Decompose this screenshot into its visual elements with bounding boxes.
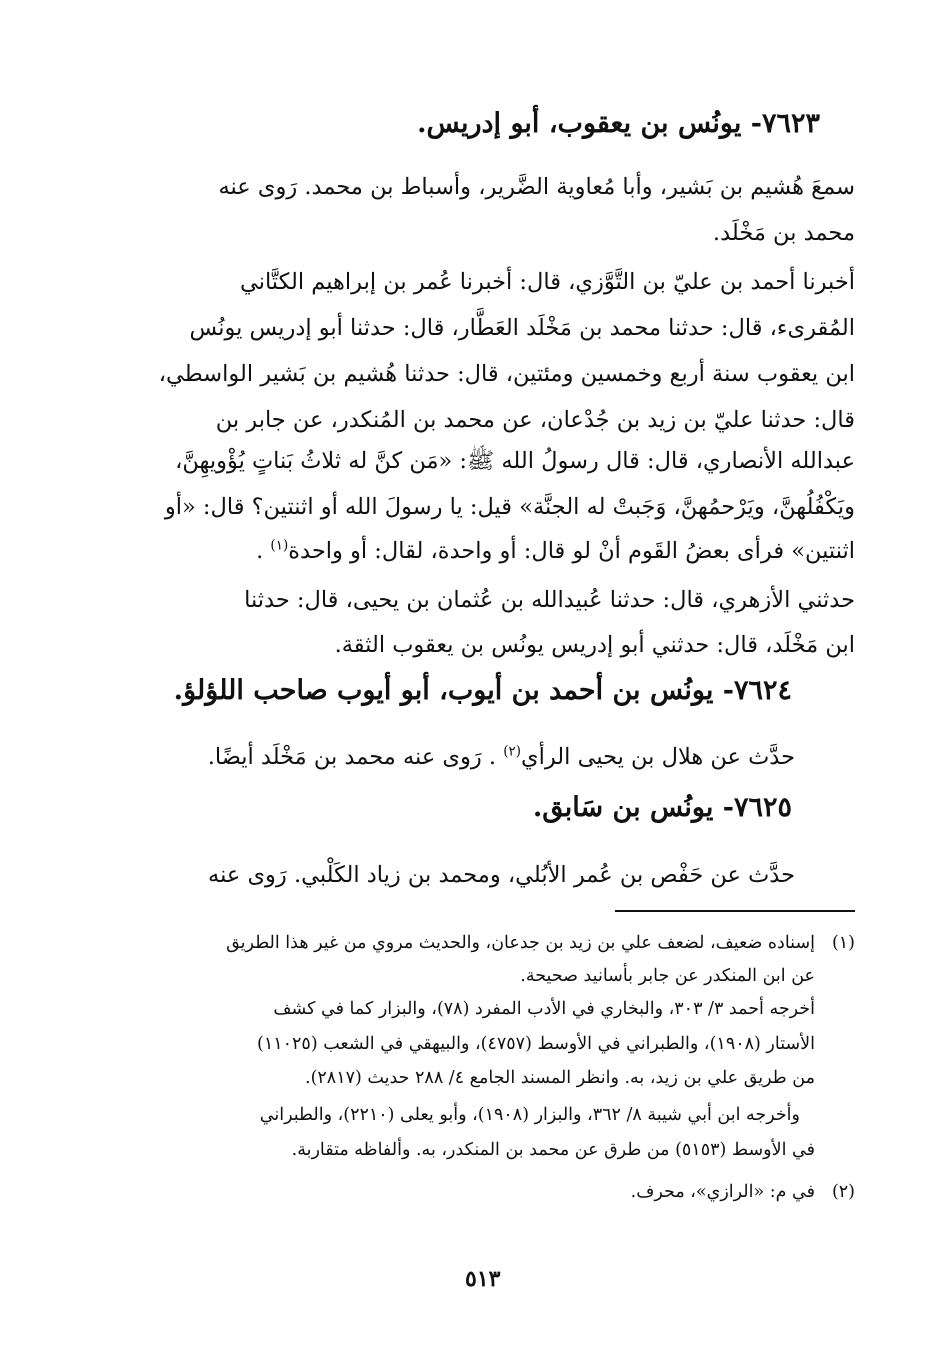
page-number: ٥١٣ <box>465 1266 501 1292</box>
entry-7624-para <box>208 744 795 771</box>
footnote-ref-2: (٢) <box>503 743 522 760</box>
entry-7623-heading: ٧٦٢٣- يونُس بن يعقوب، أبو إدريس. <box>417 108 820 139</box>
footnote-ref-1: (١) <box>270 537 289 554</box>
entry-7625-heading: ٧٦٢٥- يونُس بن سَابق. <box>532 792 792 823</box>
footnote-1-line1: إسناده ضعيف، لضعف علي بن زيد بن جدعان، والحديث مروي من غير هذا الطريق <box>226 933 815 953</box>
entry-7623-para1-line2: محمد بن مَخْلَد. <box>712 220 855 246</box>
entry-7624-para-end: . رَوى عنه محمد بن مَخْلَد أيضًا. <box>207 744 504 770</box>
footnote-2-line: في م: «الرازي»، محرف. <box>630 1182 815 1202</box>
footnote-1-line5: من طريق علي بن زيد، به. وانظر المسند الجامع ٤/ ٢٨٨ حديث (٢٨١٧). <box>305 1068 815 1088</box>
footnote-1-line6: وأخرجه ابن أبي شيبة ٨/ ٣٦٢، والبزار (١٩٠٨)، وأبو يعلى (٢٢١٠)، والطبراني <box>259 1105 800 1125</box>
footnote-1-number: (١) <box>831 933 855 953</box>
footnote-1-line4: الأستار (١٩٠٨)، والطبراني في الأوسط (٤٧٥٧)، والبيهقي في الشعب (١١٠٢٥) <box>256 1034 815 1054</box>
entry-7623-para2-line1: أخبرنا أحمد بن عليّ بن التَّوَّزي، قال: أخبرنا عُمر بن إبراهيم الكتَّاني <box>239 269 855 295</box>
footnote-1-line7: في الأوسط (٥١٥٣) من طرق عن محمد بن المنكدر، به. وألفاظه متقاربة. <box>291 1140 815 1160</box>
entry-7623-para2-line2: المُقرىء، قال: حدثنا محمد بن مَخْلَد العَطَّار، قال: حدثنا أبو إدريس يونُس <box>189 315 855 341</box>
entry-7623-para2-line4: قال: حدثنا عليّ بن زيد بن جُدْعان، عن محمد بن المُنكدر، عن جابر بن <box>215 407 855 433</box>
entry-7623-para2-line6: ويَكْفُلُهنَّ، ويَرْحمُهنَّ، وَجَبتْ له الجنَّة» قيل: يا رسولَ الله أو اثنتين؟ قال: «أو <box>164 494 855 520</box>
entry-7624-heading: ٧٦٢٤- يونُس بن أحمد بن أيوب، أبو أيوب صاحب اللؤلؤ. <box>173 675 792 706</box>
footnote-separator <box>615 910 855 912</box>
entry-7623-para3-line1: حدثني الأزهري، قال: حدثنا عُبيدالله بن عُثمان بن يحيى، قال: حدثنا <box>244 587 855 613</box>
entry-7623-para2-line3: ابن يعقوب سنة أربع وخمسين ومئتين، قال: حدثنا هُشيم بن بَشير الواسطي، <box>158 361 855 387</box>
para2-end: . <box>256 538 271 564</box>
entry-7623-para2-line7 <box>256 538 855 565</box>
entry-7623-para1-line1: سمعَ هُشيم بن بَشير، وأبا مُعاوية الضَّرير، وأسباط بن محمد. رَوى عنه <box>218 174 855 200</box>
footnote-2-number: (٢) <box>831 1182 855 1202</box>
entry-7623-para2-line5: عبدالله الأنصاري، قال: قال رسولُ الله ﷺ: «مَن كنَّ له ثلاثُ بَناتٍ يُؤْويهِنَّ، <box>175 448 855 474</box>
para2-last-text: اثنتين» فرأى بعضُ القَوم أنْ لو قال: أو واحدة، لقال: أو واحدة <box>288 538 855 564</box>
entry-7625-para1: حدَّث عن حَفْص بن عُمر الأبُلي، ومحمد بن زياد الكَلْبي. رَوى عنه <box>208 862 795 888</box>
entry-7624-para-start: حدَّث عن هلال بن يحيى الرأي <box>521 744 795 770</box>
footnote-1-line2: عن ابن المنكدر عن جابر بأسانيد صحيحة. <box>520 966 815 986</box>
footnote-1-line3: أخرجه أحمد ٣/ ٣٠٣، والبخاري في الأدب المفرد (٧٨)، والبزار كما في كشف <box>273 999 815 1019</box>
entry-7623-para3-line2: ابن مَخْلَد، قال: حدثني أبو إدريس يونُس بن يعقوب الثقة. <box>334 632 855 658</box>
